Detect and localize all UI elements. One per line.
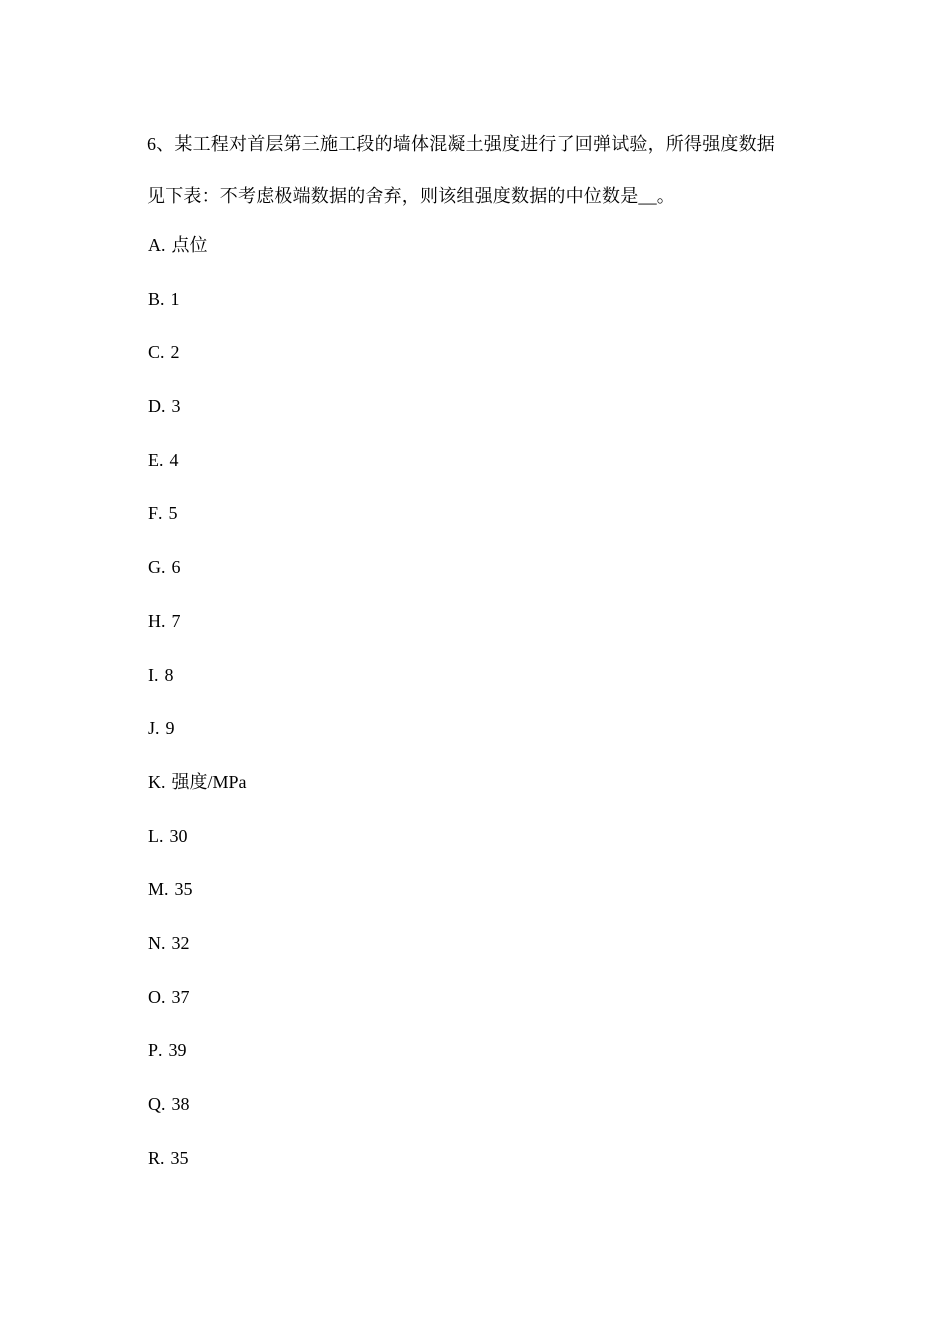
option-separator: . — [161, 1094, 166, 1114]
option-letter: H — [148, 610, 161, 631]
option-text: 35 — [174, 879, 193, 900]
option-separator: . — [160, 342, 165, 363]
option-letter: I — [148, 664, 154, 685]
option-text: 强度/MPa — [171, 771, 247, 792]
option-letter: C — [148, 342, 161, 363]
option-letter: P — [148, 1040, 159, 1061]
option-text: 32 — [171, 932, 190, 953]
option-text: 3 — [171, 396, 181, 417]
option-separator: . — [159, 449, 164, 470]
option-text: 6 — [171, 557, 181, 578]
option-letter: F — [148, 503, 159, 524]
option-text: 点位 — [171, 235, 208, 255]
option-separator: . — [159, 825, 164, 846]
option-text: 39 — [168, 1040, 187, 1061]
option-text: 2 — [170, 342, 180, 363]
option-letter: Q — [148, 1094, 161, 1114]
option-m — [148, 874, 247, 928]
option-separator: . — [161, 396, 166, 417]
option-separator: . — [161, 557, 166, 578]
option-separator: . — [155, 718, 160, 739]
option-text: 4 — [169, 449, 179, 470]
option-text: 35 — [170, 1147, 189, 1168]
option-separator: . — [161, 235, 166, 255]
option-c — [148, 337, 247, 391]
question-line-1: 6、某工程对首层第三施工段的墙体混凝土强度进行了回弹试验，所得强度数据 — [147, 134, 775, 154]
question-line-2: 见下表：不考虑极端数据的舍弃，则该组强度数据的中位数是__。 — [147, 186, 675, 206]
question-text — [147, 118, 827, 222]
option-letter: B — [148, 288, 161, 309]
option-a — [148, 230, 247, 284]
option-j — [148, 713, 247, 767]
option-separator: . — [158, 1040, 163, 1061]
option-text: 37 — [171, 986, 190, 1007]
option-separator: . — [161, 771, 166, 792]
option-letter: R — [148, 1147, 161, 1168]
option-list — [148, 230, 247, 1196]
option-separator: . — [158, 503, 163, 524]
option-d — [148, 391, 247, 445]
option-letter: N — [148, 932, 161, 953]
option-letter: D — [148, 396, 161, 417]
option-separator: . — [160, 288, 165, 309]
option-separator: . — [161, 986, 166, 1007]
option-q — [148, 1089, 247, 1143]
option-f — [148, 498, 247, 552]
option-letter: G — [148, 557, 161, 578]
option-text: 38 — [171, 1094, 190, 1114]
option-p — [148, 1035, 247, 1089]
option-b — [148, 284, 247, 338]
option-h — [148, 606, 247, 660]
option-r — [148, 1143, 247, 1197]
option-separator: . — [161, 610, 166, 631]
option-letter: O — [148, 986, 161, 1007]
option-text: 30 — [169, 825, 188, 846]
option-e — [148, 445, 247, 499]
option-letter: K — [148, 771, 161, 792]
option-text: 8 — [164, 664, 174, 685]
option-letter: J — [148, 718, 156, 739]
option-o — [148, 982, 247, 1036]
option-letter: E — [148, 449, 159, 470]
option-text: 7 — [171, 610, 181, 631]
option-k — [148, 767, 247, 821]
option-n — [148, 928, 247, 982]
option-letter: A — [148, 235, 161, 255]
option-g — [148, 552, 247, 606]
option-text: 5 — [168, 503, 178, 524]
option-separator: . — [164, 879, 169, 900]
option-text: 9 — [165, 718, 175, 739]
option-separator: . — [160, 1147, 165, 1168]
option-separator: . — [154, 664, 159, 685]
option-l — [148, 821, 247, 875]
option-letter: M — [148, 879, 165, 900]
option-separator: . — [161, 932, 166, 953]
option-letter: L — [148, 825, 159, 846]
option-text: 1 — [170, 288, 180, 309]
option-i — [148, 660, 247, 714]
